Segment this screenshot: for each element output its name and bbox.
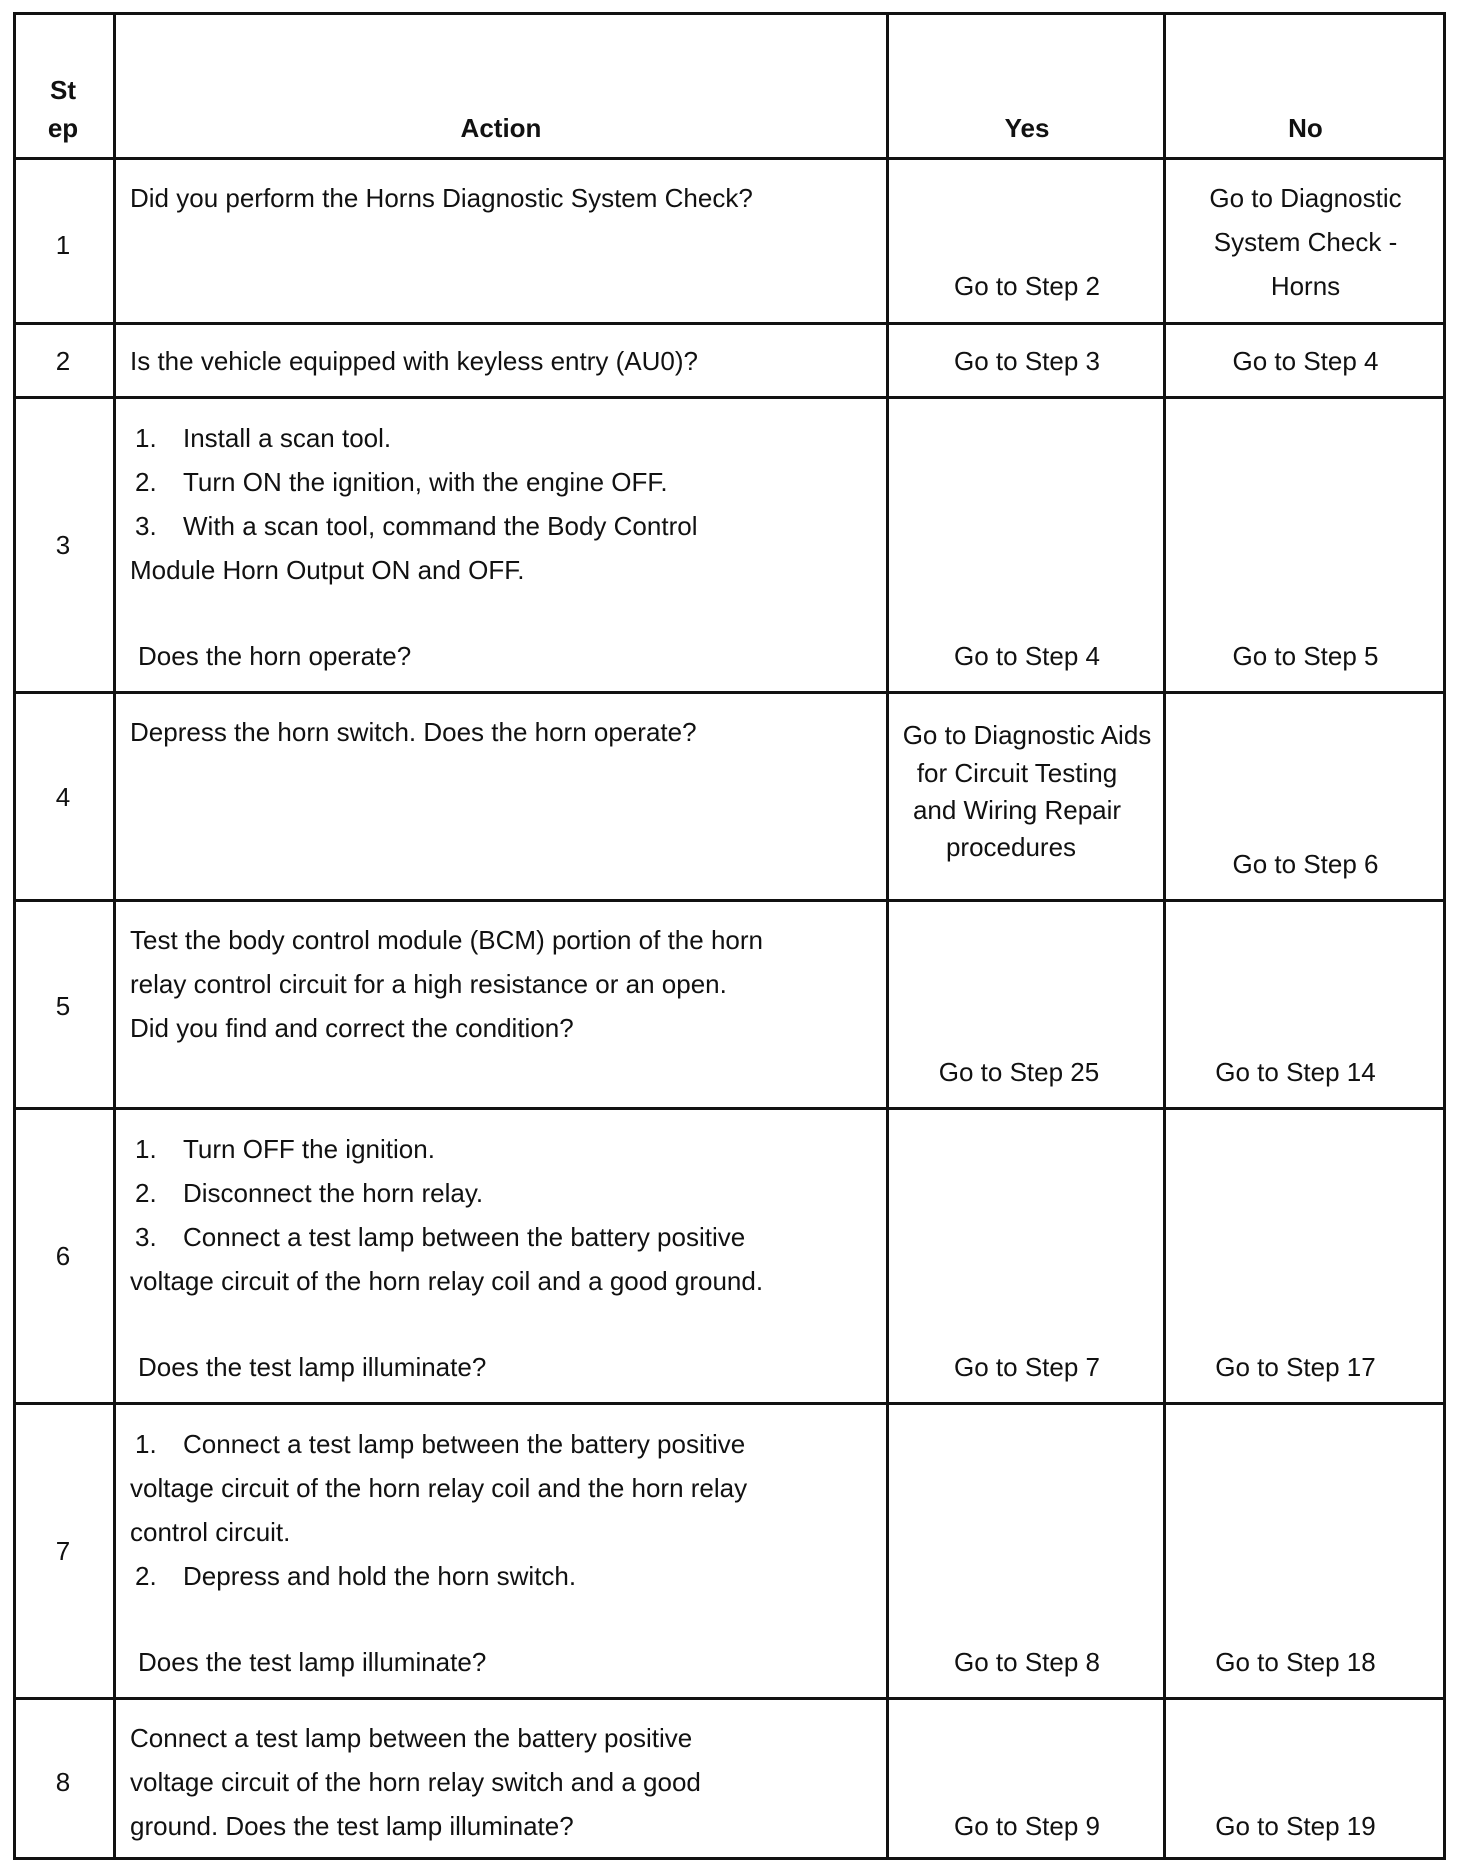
list-text-continued: control circuit. xyxy=(130,1517,291,1547)
yes-result: Go to Step 2 xyxy=(954,271,1100,301)
list-item xyxy=(135,1127,435,1171)
row-divider xyxy=(13,322,1446,325)
step-number: 2 xyxy=(55,346,71,376)
question-text: Does the test lamp illuminate? xyxy=(138,1647,487,1677)
question-text: Does the test lamp illuminate? xyxy=(138,1352,487,1382)
no-result: Go to Step 19 xyxy=(1215,1811,1376,1841)
table-border-left xyxy=(13,12,16,1860)
no-result: Go to Step 6 xyxy=(1232,849,1379,879)
list-item xyxy=(135,1554,576,1598)
list-number: 1. xyxy=(135,423,157,453)
list-text-continued: voltage circuit of the horn relay coil and the horn relay xyxy=(130,1473,748,1503)
action-text: Did you perform the Horns Diagnostic System Check? xyxy=(130,183,753,213)
list-text: Install a scan tool. xyxy=(183,423,392,453)
action-text-line: Did you find and correct the condition? xyxy=(130,1013,574,1043)
action-text-line: relay control circuit for a high resistance or an open. xyxy=(130,969,727,999)
column-divider xyxy=(113,12,116,1860)
row-divider xyxy=(13,899,1446,902)
list-item xyxy=(135,416,391,460)
row-divider xyxy=(13,157,1446,160)
no-result-line: Go to Diagnostic xyxy=(1209,183,1402,213)
no-result: Go to Step 5 xyxy=(1232,641,1379,671)
step-number: 7 xyxy=(55,1536,71,1566)
row-divider xyxy=(13,1107,1446,1110)
list-text: Turn OFF the ignition. xyxy=(183,1134,435,1164)
row-divider xyxy=(13,691,1446,694)
list-item xyxy=(135,504,697,548)
no-result-line: System Check - xyxy=(1213,227,1398,257)
list-item xyxy=(135,1171,483,1215)
step-number: 6 xyxy=(55,1241,71,1271)
no-result: Go to Step 4 xyxy=(1232,346,1379,376)
row-divider xyxy=(13,1402,1446,1405)
list-item xyxy=(135,460,668,504)
row-divider xyxy=(13,396,1446,399)
list-number: 2. xyxy=(135,1561,157,1591)
list-text: Connect a test lamp between the battery positive xyxy=(183,1429,746,1459)
header-step-line1: St xyxy=(50,75,76,105)
question-text: Does the horn operate? xyxy=(138,641,412,671)
action-text: Depress the horn switch. Does the horn operate? xyxy=(130,717,697,747)
action-text-line: ground. Does the test lamp illuminate? xyxy=(130,1811,574,1841)
header-yes: Yes xyxy=(1004,113,1050,143)
step-number: 1 xyxy=(55,230,71,260)
header-step-line2: ep xyxy=(47,113,79,143)
yes-result: Go to Step 7 xyxy=(954,1352,1100,1382)
yes-result-line: Go to Diagnostic Aids xyxy=(902,720,1152,750)
yes-result: Go to Step 3 xyxy=(954,346,1100,376)
list-text-continued: voltage circuit of the horn relay coil and a good ground. xyxy=(130,1266,764,1296)
yes-result: Go to Step 4 xyxy=(954,641,1100,671)
action-text-line: voltage circuit of the horn relay switch and a good xyxy=(130,1767,701,1797)
yes-result: Go to Step 9 xyxy=(954,1811,1100,1841)
diagnostic-table xyxy=(13,12,1446,1860)
step-number: 3 xyxy=(55,530,71,560)
list-item xyxy=(135,1422,745,1466)
yes-result-line: for Circuit Testing xyxy=(916,758,1118,788)
step-number: 5 xyxy=(55,991,71,1021)
yes-result: Go to Step 8 xyxy=(954,1647,1100,1677)
header-no: No xyxy=(1288,113,1323,143)
list-number: 3. xyxy=(135,511,157,541)
yes-result-line: and Wiring Repair xyxy=(912,795,1122,825)
table-border-bottom xyxy=(13,1857,1446,1860)
list-item xyxy=(135,1215,745,1259)
no-result-line: Horns xyxy=(1270,271,1341,301)
list-number: 1. xyxy=(135,1134,157,1164)
step-number: 4 xyxy=(55,782,71,812)
action-text-line: Connect a test lamp between the battery positive xyxy=(130,1723,693,1753)
no-result: Go to Step 18 xyxy=(1215,1647,1376,1677)
step-number: 8 xyxy=(55,1767,71,1797)
list-text: Connect a test lamp between the battery positive xyxy=(183,1222,746,1252)
yes-result: Go to Step 25 xyxy=(938,1057,1100,1087)
list-number: 1. xyxy=(135,1429,157,1459)
list-number: 2. xyxy=(135,467,157,497)
list-text: Disconnect the horn relay. xyxy=(183,1178,484,1208)
action-text-line: Test the body control module (BCM) portion of the horn xyxy=(130,925,763,955)
list-number: 2. xyxy=(135,1178,157,1208)
list-number: 3. xyxy=(135,1222,157,1252)
row-divider xyxy=(13,1697,1446,1700)
action-text: Is the vehicle equipped with keyless entry (AU0)? xyxy=(130,346,698,376)
no-result: Go to Step 17 xyxy=(1215,1352,1376,1382)
list-text: With a scan tool, command the Body Control xyxy=(183,511,698,541)
list-text-continued: Module Horn Output ON and OFF. xyxy=(130,555,525,585)
table-border-top xyxy=(13,12,1446,15)
list-text: Depress and hold the horn switch. xyxy=(183,1561,577,1591)
no-result: Go to Step 14 xyxy=(1215,1057,1376,1087)
header-action: Action xyxy=(460,113,542,143)
list-text: Turn ON the ignition, with the engine OFF. xyxy=(183,467,668,497)
yes-result-line: procedures xyxy=(945,832,1077,862)
